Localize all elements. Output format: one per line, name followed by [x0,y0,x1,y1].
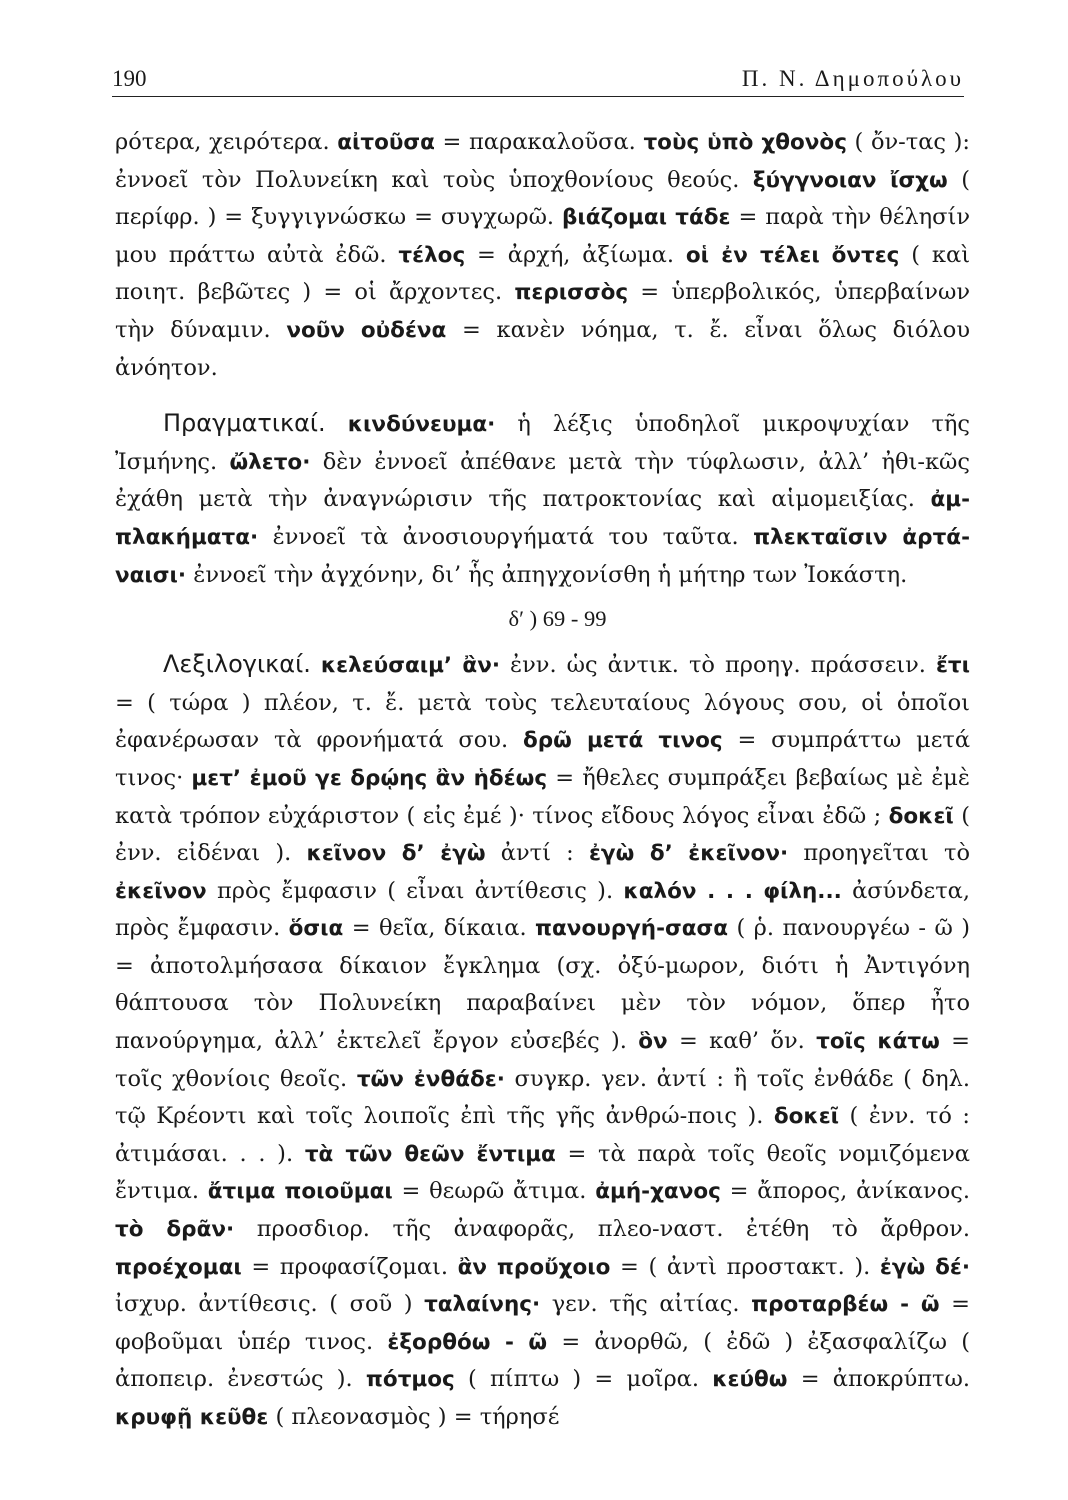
gloss-text: ἀσύνδετα, πρὸς ἔμφασιν. [115,877,970,942]
gloss-text: ( πλεονασμὸς ) = τήρησέ [268,1404,560,1430]
lemma-term: περισσὸς [514,280,629,306]
gloss-text: = θεῖα, δίκαια. [343,915,536,942]
gloss-text: = κανὲν νόημα, τ. ἔ. εἶναι [446,316,803,343]
lemma-term: τέλος [398,242,466,268]
gloss-text: ἐφανέρωσαν τὰ φρονήματά σου. [115,727,523,754]
lemma-term: χανος [650,1179,721,1205]
gloss-text: προηγεῖται τὸ [803,840,971,867]
paragraph-glossary-continued [115,124,970,387]
lemma-term: κεύθω [712,1367,788,1393]
gloss-text: ὅν. [770,1028,817,1055]
lemma-term: πότμος [365,1367,455,1393]
gloss-text: γεν. [540,1291,598,1318]
gloss-text: ( καὶ ποιητ. βεβῶτες ) = οἱ ἄρχοντες. [115,241,971,306]
lemma-term: ἀμή- [595,1179,651,1205]
gloss-text: ὅλως διόλου ἀνόητον. [115,316,971,381]
lemma-term: ἔτι [935,653,971,679]
section-heading: Λεξιλογικαί. [163,650,311,679]
gloss-text: = ὑπερβολικός, [628,279,822,306]
lemma-term: δοκεῖ [888,803,954,829]
page-number: 190 [112,66,147,91]
gloss-text: δὲν ἐννοεῖ ἀπέθανε μετὰ τὴν τύφλωσιν, ἀλλ’ ἠθι- [310,448,925,475]
gloss-text: ( πίπτω ) = [454,1366,614,1393]
gloss-text: = ( τώρα ) πλέον, τ. ἔ. μετὰ τοὺς τελευταίους λόγους σου, οἱ ὁποῖοι [115,689,970,716]
gloss-text [326,411,348,437]
gloss-text: = [610,1253,639,1280]
gloss-text: προσδιορ. τῆς ἀναφορᾶς, πλεο- [234,1216,660,1243]
lemma-term: οἱ ἐν τέλει [685,242,820,268]
gloss-text: ἀντί : [485,840,589,867]
gloss-text: = τοῖς χθονίοις θεοῖς. [115,1028,970,1092]
gloss-text: τῆς αἰτίας. [609,1291,752,1318]
gloss-text: ἐνν. ὡς ἀντικ. τὸ προηγ. πράσσειν. [500,652,926,679]
gloss-text: = παρακαλοῦσα. [434,129,644,155]
lemma-term: κινδύνευμα· [347,412,496,438]
gloss-text: = φοβοῦμαι ὑπέρ τινος. [115,1291,970,1355]
gloss-text: ἀνορθῶ, ( ἐδῶ ) ἐξασφαλίζω ( ἀποπειρ. ἐνεστώς ). [115,1328,970,1393]
gloss-text: = τὰ παρὰ [555,1140,696,1167]
gloss-text: ἐδῶ ; [822,802,889,829]
paragraph-pragmatikai [115,405,970,594]
lemma-term: φίλη... [763,878,842,904]
gloss-text: = προφασίζομαι. [241,1253,458,1280]
gloss-text: ρότερα, χειρότερα. [115,129,338,155]
lemma-term: καλόν . . . [623,878,753,904]
gloss-text: τινος· [115,764,192,791]
gloss-text: ( ὄν- [846,129,906,155]
body-text [115,124,970,1437]
lemma-term: ὄντες [831,242,900,268]
gloss-text: μωρον, διότι ἡ Ἀντιγόνη θάπτουσα τὸν Πολυνείκη παραβαίνει μὲν τὸν [115,952,971,1017]
gloss-text: ( ἐνν. τό : ἀτιμάσαι. . . ). [115,1103,970,1167]
lemma-term: κρυφῇ κεῦθε [115,1405,269,1430]
gloss-text: ἐννοεῖ τὴν ἀγχόνην, δι’ ἧς ἀπηγχονίσθη ἡ μήτηρ των Ἰοκάστη. [186,561,908,588]
running-head-author: Π. Ν. Δημοπούλου [741,66,964,91]
lemma-term: μετ’ ἐμοῦ γε δρῴης ἂν ἡδέως [191,765,548,791]
gloss-text: = καθ’ [667,1028,760,1055]
gloss-text: νόμον, ὅπερ ἦτο πανούργημα, ἀλλ’ ἐκτελεῖ ἔργον εὐσεβές ). [115,990,970,1055]
lemma-term: νοῦν οὐδένα [286,317,447,343]
lemma-term: βιάζομαι τάδε [562,205,731,231]
gloss-text: ἐννοεῖ τὰ ἀνοσιουργήματά του ταῦτα. [258,523,754,550]
page-header [112,62,964,97]
gloss-text: ἰσχυρ. ἀντίθεσις. ( σοῦ ) [115,1291,425,1318]
lemma-term: ἂν προὔχοιο [457,1254,611,1280]
lemma-term: ταλαίνης· [424,1292,541,1318]
gloss-text: Ἰσμήνης. [115,448,230,475]
gloss-text [311,652,321,678]
gloss-text: ἢ τοῖς ἐνθάδε ( δηλ. τῷ Κρέοντι καὶ τοῖς λοιποῖς ἐπὶ τῆς γῆς ἀνθρώ- [115,1065,970,1130]
gloss-text: = ἄπορος, ἀνίκανος. [720,1178,971,1205]
gloss-text: ὑπερβαίνων τὴν δύναμιν. [115,279,971,343]
paragraph-lexilogikai [115,646,970,1436]
lemma-term: κελεύσαιμ’ ἂν· [320,653,501,679]
gloss-text: = ἀρχή, ἀξίωμα. [465,241,686,268]
lemma-term: ἴσχω [890,167,948,193]
lemma-term: ὤλετο· [229,449,311,475]
gloss-text: = παρὰ [730,204,824,231]
gloss-text: πρὸς ἔμφασιν ( εἶναι ἀντίθεσις ). [206,877,624,904]
gloss-text: ναστ. ἐτέθη τὸ ἄρθρον. [659,1216,970,1243]
gloss-text: ( ἐνν. εἰδέναι ). [115,802,970,867]
lemma-term: τῶν ἐνθάδε· [356,1066,505,1092]
gloss-text: ἡ λέξις ὑποδηλοῖ μικροψυχίαν τῆς [495,411,971,438]
lemma-term: σασα [665,916,729,942]
gloss-text: τας ): ἐννοεῖ τὸν Πολυνείκη καὶ τοὺς ὑποχθονίους θεούς. [115,129,970,193]
lemma-term: ξύγγνοιαν [752,167,877,193]
lemma-term: αἰτοῦσα [337,130,435,155]
gloss-text: = [547,1328,581,1355]
lemma-term: δοκεῖ [773,1104,840,1130]
gloss-text: μὲ ἐμὲ κατὰ τρόπον εὐχάριστον ( εἰς ἐμέ )· τίνος εἴδους λόγος εἶναι [115,764,970,829]
gloss-text: ποις ). [687,1103,774,1130]
lemma-term: ἐγὼ δέ· [879,1254,970,1280]
gloss-text: ( ἀντὶ προστακτ. ). [648,1253,880,1280]
gloss-text: τοῖς θεοῖς νομιζόμενα ἔντιμα. [115,1140,970,1205]
lemma-term: τὰ τῶν θεῶν ἔντιμα [304,1141,556,1167]
lemma-term: κεῖνον δ’ ἐγὼ [306,841,486,867]
gloss-text: κῶς ἐχάθη μετὰ τὴν ἀναγνώρισιν τῆς πατροκτονίας καὶ αἱμομειξίας. [115,448,970,513]
gloss-text: συγκρ. γεν. ἀντί : [504,1065,725,1092]
section-heading: Πραγματικαί. [163,409,326,438]
lemma-term: τοῖς κάτω [816,1029,940,1055]
gloss-text: = συμπράττω μετά [722,727,971,754]
lemma-term: προταρβέω - ῶ [751,1292,940,1318]
lemma-term: ὃν [638,1029,668,1055]
gloss-text: ( περίφρ. ) = ξυγγιγνώσκω = συγχωρῶ. [115,166,971,231]
lemma-term: ἀμ- [930,487,970,513]
lemma-term: ὅσια [288,916,344,942]
gloss-text: ( ῥ. πανουργέω - ῶ ) = ἀποτολμήσασα δίκαιον ἔγκλημα (σχ. ὀξύ- [115,915,970,979]
subsection-verse-range: δ′ ) 69 - 99 [508,606,607,632]
lemma-term: προέχομαι [115,1254,242,1280]
gloss-text: = ἀποκρύπτω. [787,1366,971,1393]
lemma-term: ἄτιμα ποιοῦμαι [207,1179,393,1205]
lemma-term: ἐξορθόω - ῶ [387,1329,548,1355]
lemma-term: τοὺς ὑπὸ χθονὸς [643,130,847,155]
gloss-text: = θεωρῶ ἄτιμα. [392,1178,596,1205]
lemma-term: ναισι· [115,562,187,588]
lemma-term: ἐγὼ δ’ ἐκεῖνον· [588,841,789,867]
lemma-term: πλακήματα· [115,524,259,550]
lemma-term: δρῶ μετά τινος [522,728,723,754]
gloss-text: μοῖρα. [626,1366,713,1393]
lemma-term: πλεκταῖσιν ἀρτά- [753,524,970,550]
lemma-term: ἐκεῖνον [115,878,207,904]
gloss-text: τὴν θέλησίν μου πράττω αὐτὰ ἐδῶ. [115,204,970,268]
lemma-term: πανουργή- [535,916,665,942]
lemma-term: τὸ δρᾶν· [115,1217,235,1243]
gloss-text: = ἤθελες συμπράξει βεβαίως [547,764,889,791]
